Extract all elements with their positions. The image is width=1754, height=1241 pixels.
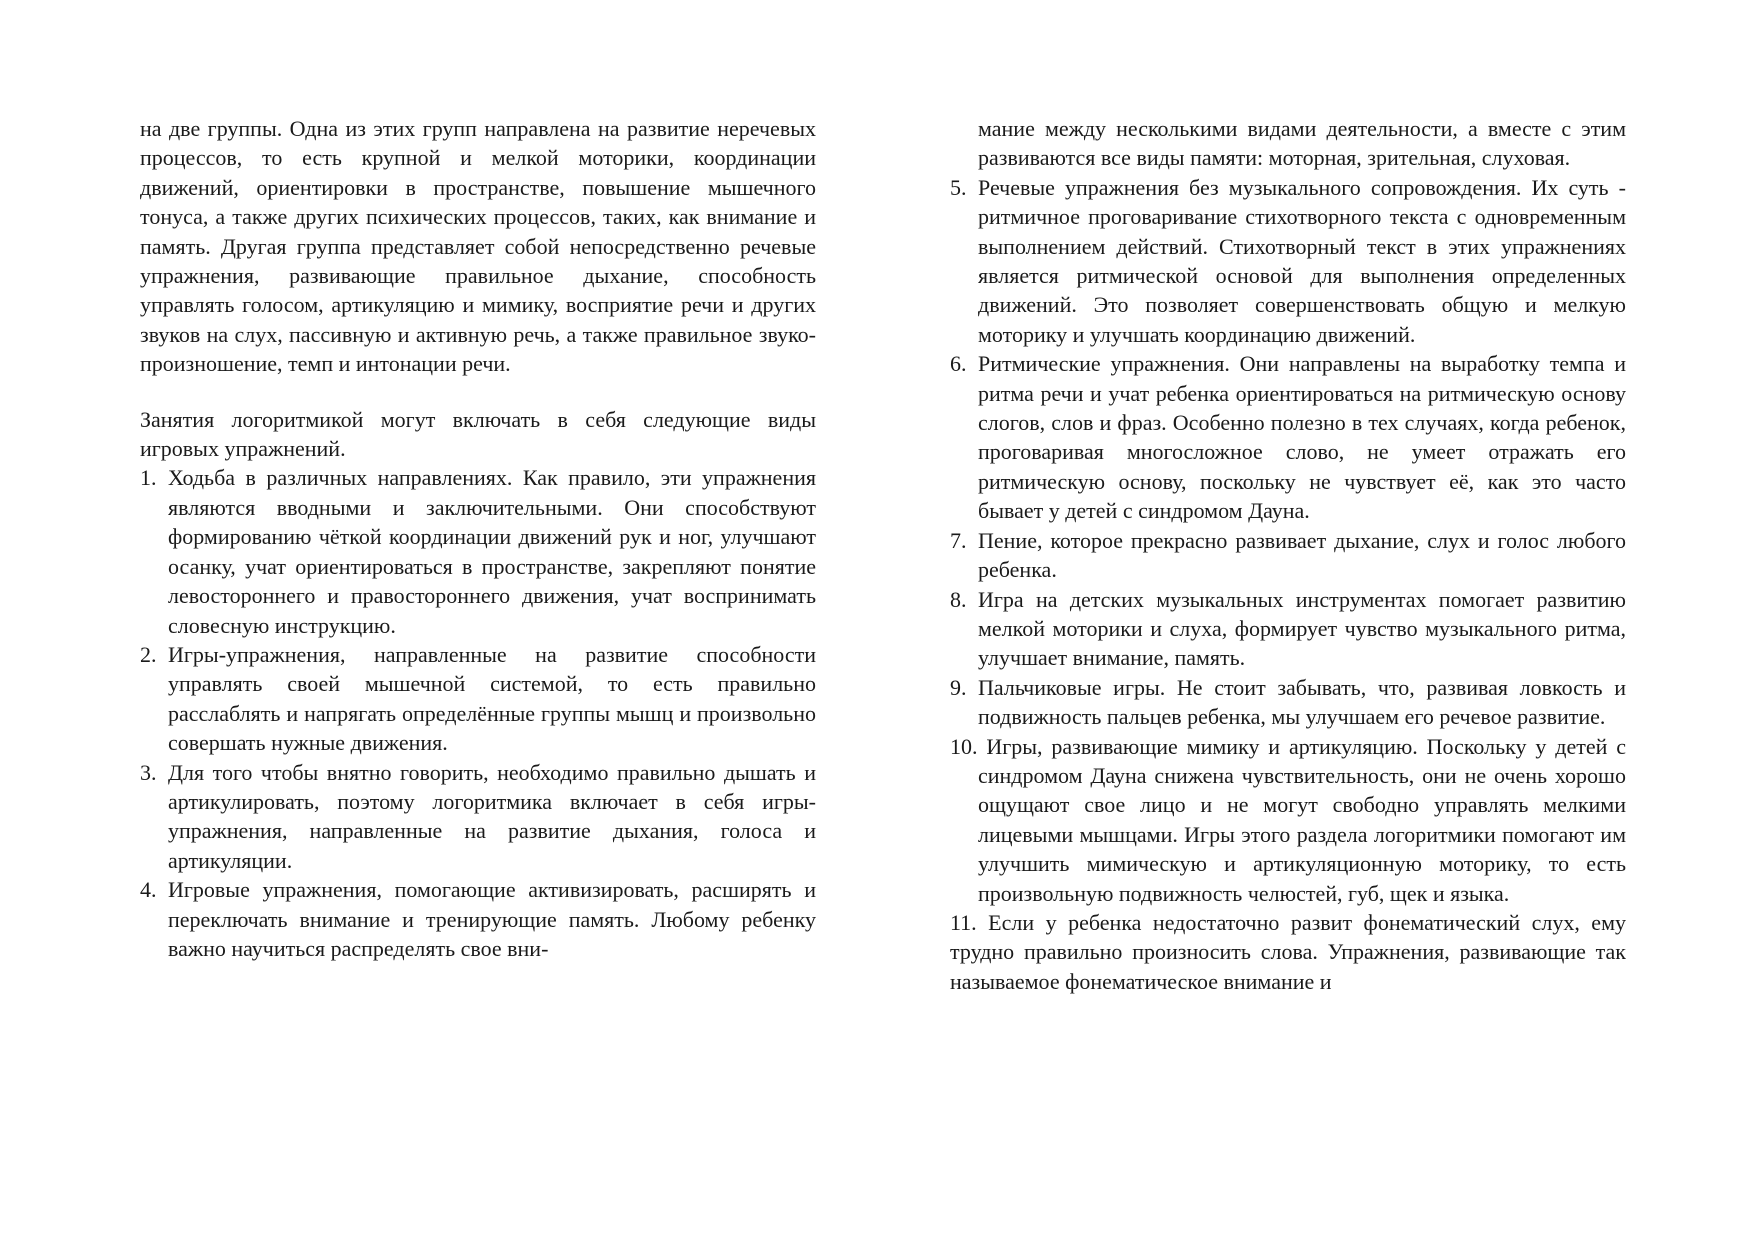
list-item <box>950 526 1626 585</box>
list-item-number: 2. <box>140 641 157 667</box>
list-item-ten: 10. Игры, развивающие мимику и артикуляцию. Поскольку у детей с синдромом Дауна снижена чувствительность, они не очень хорошо ощущают свое лицо и не могут свободно управлять мелкими лицевыми мышцами. Игры этого раздела логоритмики помогают им улучшить мимическую и артикуляционную моторику, то есть произвольную подвижность челюстей, губ, щек и языка. <box>950 733 1626 906</box>
list-item <box>950 673 1626 732</box>
list-item <box>950 585 1626 673</box>
left-column <box>140 114 816 963</box>
list-item-text: Игровые упражнения, помогающие активизировать, расширять и переключать внимание и тренирующие память. Любому ребенку важно научиться распределять свое вни- <box>168 877 816 961</box>
list-item-text: Ритмические упражнения. Они направлены на выработку темпа и ритма речи и учат ребенка ориентироваться на ритмическую основу слогов, слов и фраз. Особенно полезно в тех случаях, когда ребенок, проговаривая многосложное слово, не умеет отражать его ритмическую основу, поскольку не чувствует её, как это часто бывает у детей с синдромом Дауна. <box>978 351 1626 524</box>
list-item-text: Пальчиковые игры. Не стоит забывать, что, развивая ловкость и подвижность пальцев ребенка, мы улучшаем его речевое развитие. <box>978 674 1626 730</box>
list-item-number: 6. <box>950 351 967 377</box>
list-item-number: 7. <box>950 527 967 553</box>
right-column <box>950 114 1626 996</box>
list-item-number: 1. <box>140 465 157 491</box>
list-item-number: 5. <box>950 174 967 200</box>
list-item-text: Игра на детских музыкальных инструментах помогает развитию мелкой моторики и слуха, формирует чувство музыкального ритма, улучшает внимание, память. <box>978 586 1626 671</box>
list-item-text: Речевые упражнения без музыкального сопровождения. Их суть - ритмичное проговаривание стихотворного текста с одновременным выполнением действий. Стихотворный текст в этих упражнениях является ритмической основой для выполнения определенных движений. Это позволяет совершенствовать общую и мелкую моторику и улучшать координацию движений. <box>978 174 1626 347</box>
list-item-eleven: 11. Если у ребенка недостаточно развит фонематический слух, ему трудно правильно произносить слова. Упражнения, развивающие так называемое фонематическое внимание и <box>950 909 1626 994</box>
list-item <box>140 875 816 963</box>
continuation-paragraph: мание между несколькими видами деятельности, а вместе с этим развиваются все виды памяти: моторная, зрительная, слуховая. <box>978 116 1626 171</box>
list-item-number: 8. <box>950 586 967 612</box>
list-item-text: Игры-упражнения, направленные на развитие способности управлять своей мышечной системой, то есть правильно расслаблять и напрягать определённые группы мышц и произвольно совершать нужные движения. <box>168 641 816 756</box>
list-item-number: 3. <box>140 759 157 785</box>
list-item <box>140 758 816 876</box>
list-item <box>140 463 816 639</box>
exercise-list-left <box>140 463 816 963</box>
list-item-number: 4. <box>140 877 157 903</box>
list-item <box>950 349 1626 525</box>
exercise-list-right <box>950 173 1626 732</box>
list-item-number: 9. <box>950 674 967 700</box>
list-item <box>950 173 1626 349</box>
list-item <box>140 640 816 758</box>
list-item-text: Для того чтобы внятно говорить, необходимо правильно дышать и артикулировать, поэтому логоритмика включает в себя игры-упражнения, направленные на развитие дыхания, голоса и артикуляции. <box>168 759 816 873</box>
intro-paragraph: на две группы. Одна из этих групп направлена на развитие неречевых процессов, то есть крупной и мелкой моторики, координации движений, ориентировки в пространстве, повышение мышечного тонуса, а также других психических процессов, таких, как внимание и память. Другая группа представляет собой непосредственно речевые упражнения, развивающие правильное дыхание, способность управлять голосом, артикуляцию и мимику, восприятие речи и других звуков на слух, пассивную и активную речь, а также правильное звуко-произношение, темп и интонации речи. <box>140 116 816 377</box>
lead-paragraph: Занятия логоритмикой могут включать в себя следующие виды игровых упражнений. <box>140 406 816 462</box>
list-item-text: Ходьба в различных направлениях. Как правило, эти упражнения являются вводными и заключительными. Они способствуют формированию чёткой координации движений рук и ног, улучшают осанку, учат ориентироваться в пространстве, закрепляют понятие левостороннего и правостороннего движения, учат воспринимать словесную инструкцию. <box>168 465 816 638</box>
list-item-text: Пение, которое прекрасно развивает дыхание, слух и голос любого ребенка. <box>978 527 1626 583</box>
